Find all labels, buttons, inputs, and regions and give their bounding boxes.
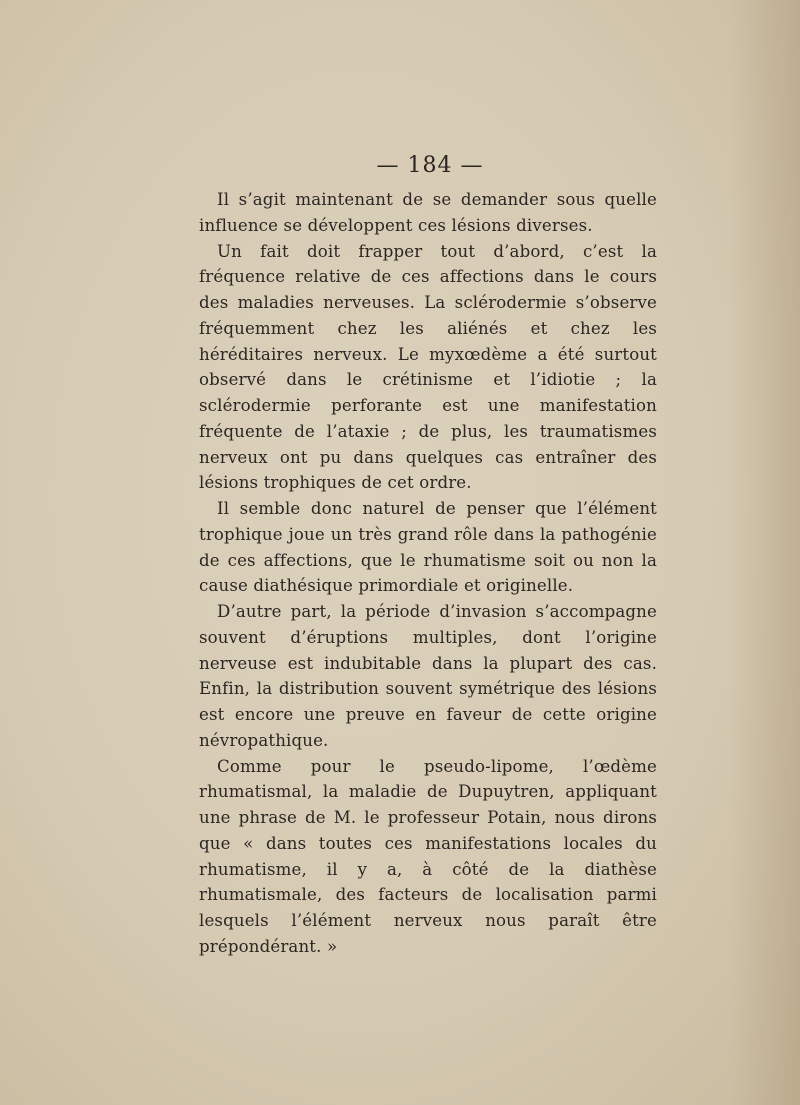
body-text bbox=[199, 187, 657, 960]
paragraph-4: D’autre part, la période d’invasion s’accompagne souvent d’éruptions multiples, dont l’origine nerveuse est indubitable dans la plupart des cas. Enfin, la distribution souvent symétrique des lésions est encore une preuve en faveur de cette origine névropathique. bbox=[199, 602, 657, 750]
paragraph-5: Comme pour le pseudo-lipome, l’œdème rhumatismal, la maladie de Dupuytren, appliquant une phrase de M. le professeur Potain, nous dirons que « dans toutes ces manifestations locales du rhumatisme, il y a, à côté de la diathèse rhumatismale, des facteurs de localisation parmi lesquels l’élément nerveux nous paraît être prépondérant. » bbox=[199, 756, 657, 956]
page-number: — 184 — bbox=[376, 153, 484, 178]
paragraph-2: Un fait doit frapper tout d’abord, c’est la fréquence relative de ces affections dans le cours des maladies nerveuses. La sclérodermie s’observe fréquemment chez les aliénés et chez les héréditaires nerveux. Le myxœdème a été surtout observé dans le crétinisme et l’idiotie ; la sclérodermie perforante est une manifestation fréquente de l’ataxie ; de plus, les traumatismes nerveux ont pu dans quelques cas entraîner des lésions trophiques de cet ordre. bbox=[199, 241, 657, 493]
paragraph-3: Il semble donc naturel de penser que l’élément trophique joue un très grand rôle dans la pathogénie de ces affections, que le rhumatisme soit ou non la cause diathésique primordiale et originelle. bbox=[199, 499, 657, 596]
paragraph-1: Il s’agit maintenant de se demander sous quelle influence se développent ces lésions diverses. bbox=[199, 190, 657, 235]
